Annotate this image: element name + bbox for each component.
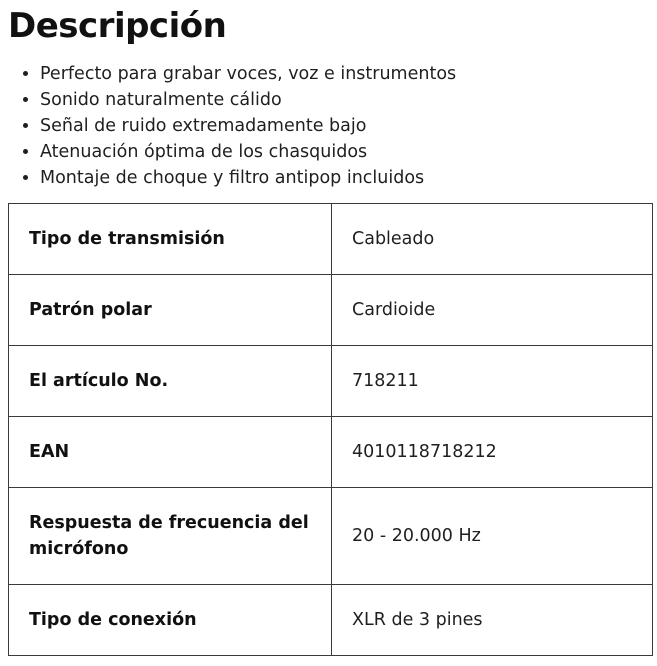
feature-item: • Montaje de choque y filtro antipop incluidos xyxy=(40,165,456,191)
specs-table xyxy=(8,203,653,656)
spec-value: 718211 xyxy=(332,346,653,417)
spec-value: XLR de 3 pines xyxy=(332,585,653,656)
table-row xyxy=(9,417,653,488)
feature-item: • Señal de ruido extremadamente bajo xyxy=(40,113,456,139)
spec-label: Tipo de conexión xyxy=(9,585,332,656)
spec-value: 4010118718212 xyxy=(332,417,653,488)
table-row xyxy=(9,585,653,656)
spec-label: Tipo de transmisión xyxy=(9,204,332,275)
table-row xyxy=(9,488,653,585)
table-row xyxy=(9,275,653,346)
table-row xyxy=(9,204,653,275)
spec-label: El artículo No. xyxy=(9,346,332,417)
table-row xyxy=(9,346,653,417)
feature-item: • Atenuación óptima de los chasquidos xyxy=(40,139,456,165)
spec-value: Cardioide xyxy=(332,275,653,346)
spec-value: Cableado xyxy=(332,204,653,275)
spec-label: Respuesta de frecuencia del micrófono xyxy=(9,488,332,585)
feature-item: • Sonido naturalmente cálido xyxy=(40,87,456,113)
feature-item: • Perfecto para grabar voces, voz e instrumentos xyxy=(40,61,456,87)
feature-list xyxy=(20,61,456,191)
spec-value: 20 - 20.000 Hz xyxy=(332,488,653,585)
section-title: Descripción xyxy=(8,6,227,46)
spec-label: EAN xyxy=(9,417,332,488)
spec-label: Patrón polar xyxy=(9,275,332,346)
